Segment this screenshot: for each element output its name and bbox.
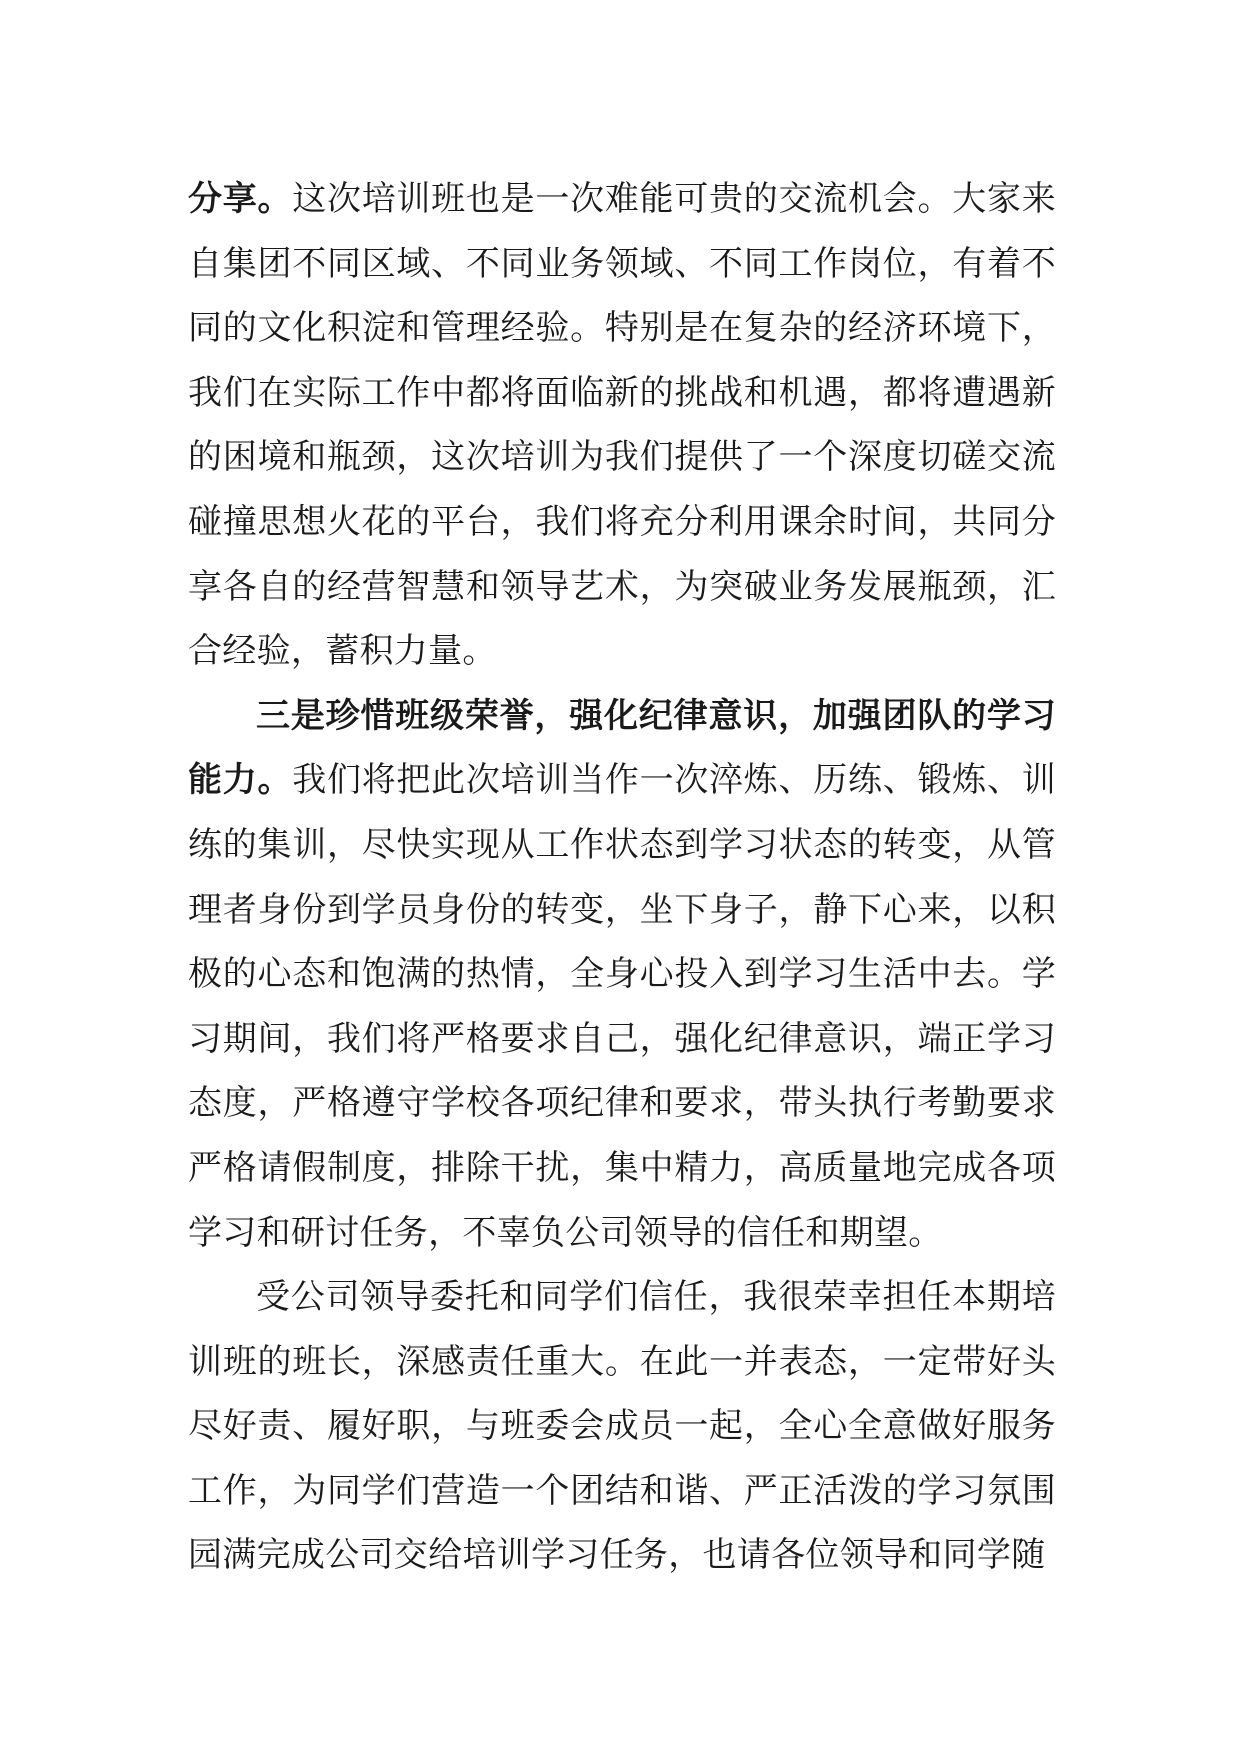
paragraph-sharing (188, 167, 1056, 684)
paragraph-monitor-statement (188, 1265, 1056, 1588)
paragraph-text: 这次培训班也是一次难能可贵的交流机会。大家来自集团不同区域、不同业务领域、不同工作岗位，有着不同的文化积淀和管理经验。特别是在复杂的经济环境下，我们在实际工作中都将面临新的挑战和机遇，都将遭遇新的困境和瓶颈，这次培训为我们提供了一个深度切磋交流碰撞思想火花的平台，我们将充分利用课余时间，共同分享各自的经营智慧和领导艺术，为突破业务发展瓶颈，汇合经验，蓄积力量。 (188, 179, 1056, 672)
paragraph-discipline (188, 684, 1056, 1265)
paragraph-lead-bold: 三是珍惜班级荣誉，强化纪律意识，加强团队的学习能力。 (188, 695, 1056, 801)
paragraph-text: 我们将把此次培训当作一次淬炼、历练、锻炼、训练的集训，尽快实现从工作状态到学习状态的转变，从管理者身份到学员身份的转变，坐下身子，静下心来，以积极的心态和饱满的热情，全身心投入到学习生活中去。学习期间，我们将严格要求自己，强化纪律意识，端正学习态度，严格遵守学校各项纪律和要求，带头执行考勤要求严格请假制度，排除干扰，集中精力，高质量地完成各项学习和研讨任务，不辜负公司领导的信任和期望。 (188, 760, 1056, 1253)
document-body (188, 167, 1056, 1588)
paragraph-lead-bold: 分享。 (188, 179, 293, 219)
paragraph-text: 受公司领导委托和同学们信任，我很荣幸担任本期培训班的班长，深感责任重大。在此一并表态，一定带好头尽好责、履好职，与班委会成员一起，全心全意做好服务工作，为同学们营造一个团结和谐、严正活泼的学习氛围园满完成公司交给培训学习任务，也请各位领导和同学随 (188, 1277, 1056, 1576)
